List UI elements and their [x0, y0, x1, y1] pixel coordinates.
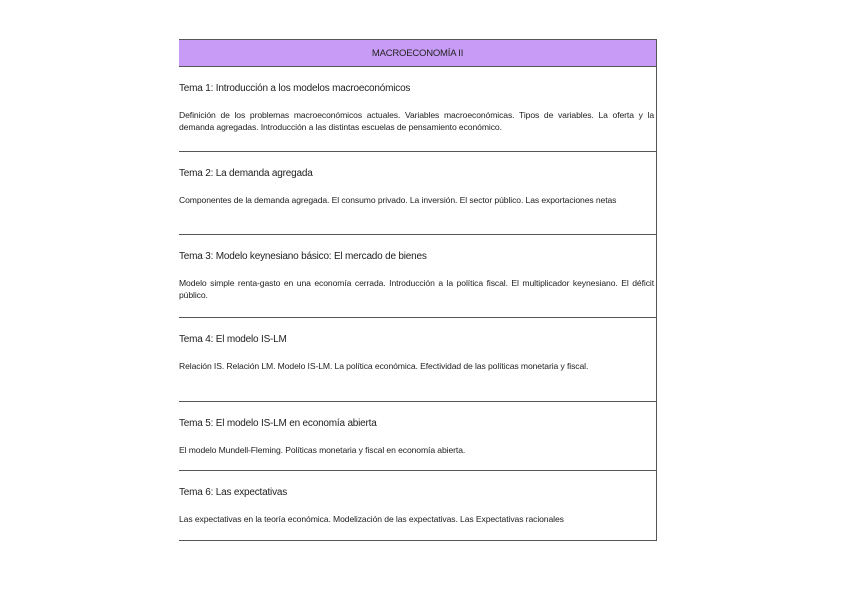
topic-section-5	[179, 402, 657, 471]
document-title: MACROECONOMÍA II	[179, 39, 657, 67]
topic-section-1	[179, 67, 657, 152]
syllabus-document	[179, 39, 657, 541]
topic-title: Tema 1: Introducción a los modelos macroeconómicos	[179, 83, 411, 94]
topic-section-3	[179, 235, 657, 318]
topic-description: Las expectativas en la teoría económica. Modelización de las expectativas. Las Expectativas racionales	[179, 514, 564, 524]
topic-title: Tema 3: Modelo keynesiano básico: El mercado de bienes	[179, 251, 427, 262]
topic-title: Tema 5: El modelo IS-LM en economía abierta	[179, 418, 377, 429]
topic-description: Componentes de la demanda agregada. El consumo privado. La inversión. El sector público. Las exportaciones netas	[179, 195, 617, 205]
topic-title: Tema 4: El modelo IS-LM	[179, 334, 287, 345]
topic-section-6	[179, 471, 657, 541]
topic-title: Tema 6: Las expectativas	[179, 487, 288, 498]
topic-description: Definición de los problemas macroeconómicos actuales. Variables macroeconómicas. Tipos de variables. La oferta y la demanda agregadas. Introducción a las distintas escuelas de pensamiento económico.	[179, 110, 654, 132]
topic-description: Relación IS. Relación LM. Modelo IS-LM. La política económica. Efectividad de las políticas monetaria y fiscal.	[179, 361, 589, 371]
topic-description: El modelo Mundell-Fleming. Políticas monetaria y fiscal en economía abierta.	[179, 445, 466, 455]
topic-description: Modelo simple renta-gasto en una economía cerrada. Introducción a la política fiscal. El multiplicador keynesiano. El déficit público.	[179, 278, 654, 300]
topic-section-4	[179, 318, 657, 402]
topic-title: Tema 2: La demanda agregada	[179, 168, 313, 179]
topic-section-2	[179, 152, 657, 235]
